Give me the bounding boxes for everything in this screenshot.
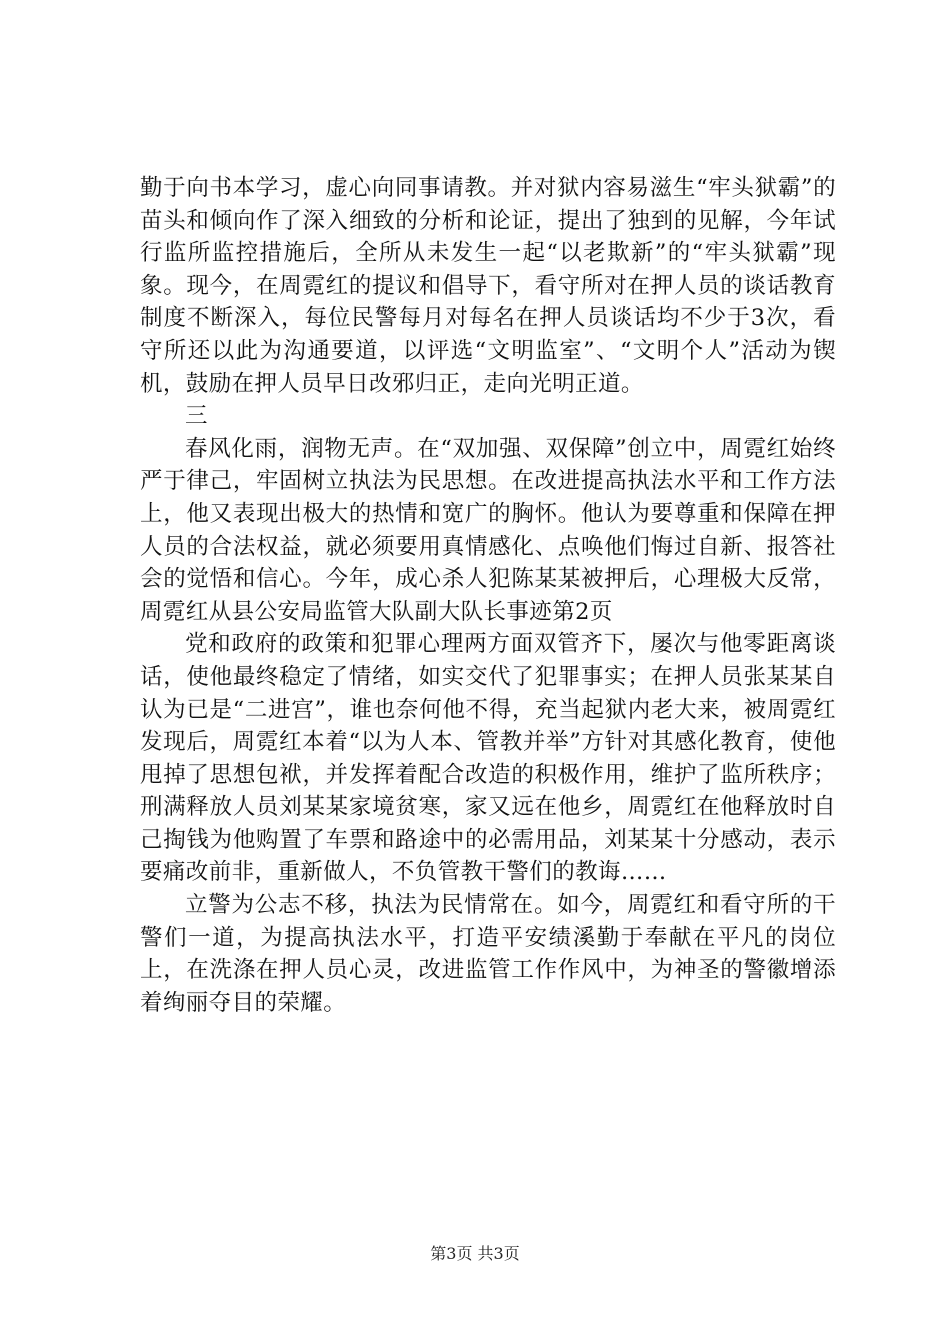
section-heading-three: 三 (185, 403, 208, 430)
page-footer: 第3页 共3页 (430, 1244, 520, 1263)
paragraph-continued: 勤于向书本学习，虚心向同事请教。并对狱内容易滋生“牢头狱霸”的苗头和倾向作了深入细致的分析和论证，提出了独到的见解，今年试行监所监控措施后，全所从未发生一起“以老欺新”的“牢头狱霸”现象。现今，在周霓红的提议和倡导下，看守所对在押人员的谈话教育制度不断深入，每位民警每月对每名在押人员谈话均不少于3次，看守所还以此为沟通要道，以评选“文明监室”、“文明个人”活动为锲机，鼓励在押人员早日改邪归正，走向光明正道。 (140, 175, 836, 397)
paragraph: 立警为公志不移，执法为民情常在。如今，周霓红和看守所的干警们一道，为提高执法水平，打造平安绩溪勤于奉献在平凡的岗位上，在洗涤在押人员心灵，改进监管工作作风中，为神圣的警徽增添着绚丽夺目的荣耀。 (140, 892, 836, 1016)
paragraph: 春风化雨，润物无声。在“双加强、双保障”创立中，周霓红始终严于律己，牢固树立执法为民思想。在改进提高执法水平和工作方法上，他又表现出极大的热情和宽广的胸怀。他认为要尊重和保障在押人员的合法权益，就必须要用真情感化、点唤他们悔过自新、报答社会的觉悟和信心。今年，成心杀人犯陈某某被押后，心理极大反常，周霓红从县公安局监管大队副大队长事迹第2页 (140, 435, 836, 625)
paragraph: 党和政府的政策和犯罪心理两方面双管齐下，屡次与他零距离谈话，使他最终稳定了情绪，如实交代了犯罪事实；在押人员张某某自认为已是“二进宫”，谁也奈何他不得，充当起狱内老大来，被周霓红发现后，周霓红本着“以为人本、管教并举”方针对其感化教育，使他甩掉了思想包袱，并发挥着配合改造的积极作用，维护了监所秩序；刑满释放人员刘某某家境贫寒，家又远在他乡，周霓红在他释放时自己掏钱为他购置了车票和路途中的必需用品，刘某某十分感动，表示要痛改前非，重新做人，不负管教干警们的教诲…… (140, 631, 836, 886)
document-body (140, 172, 836, 1019)
